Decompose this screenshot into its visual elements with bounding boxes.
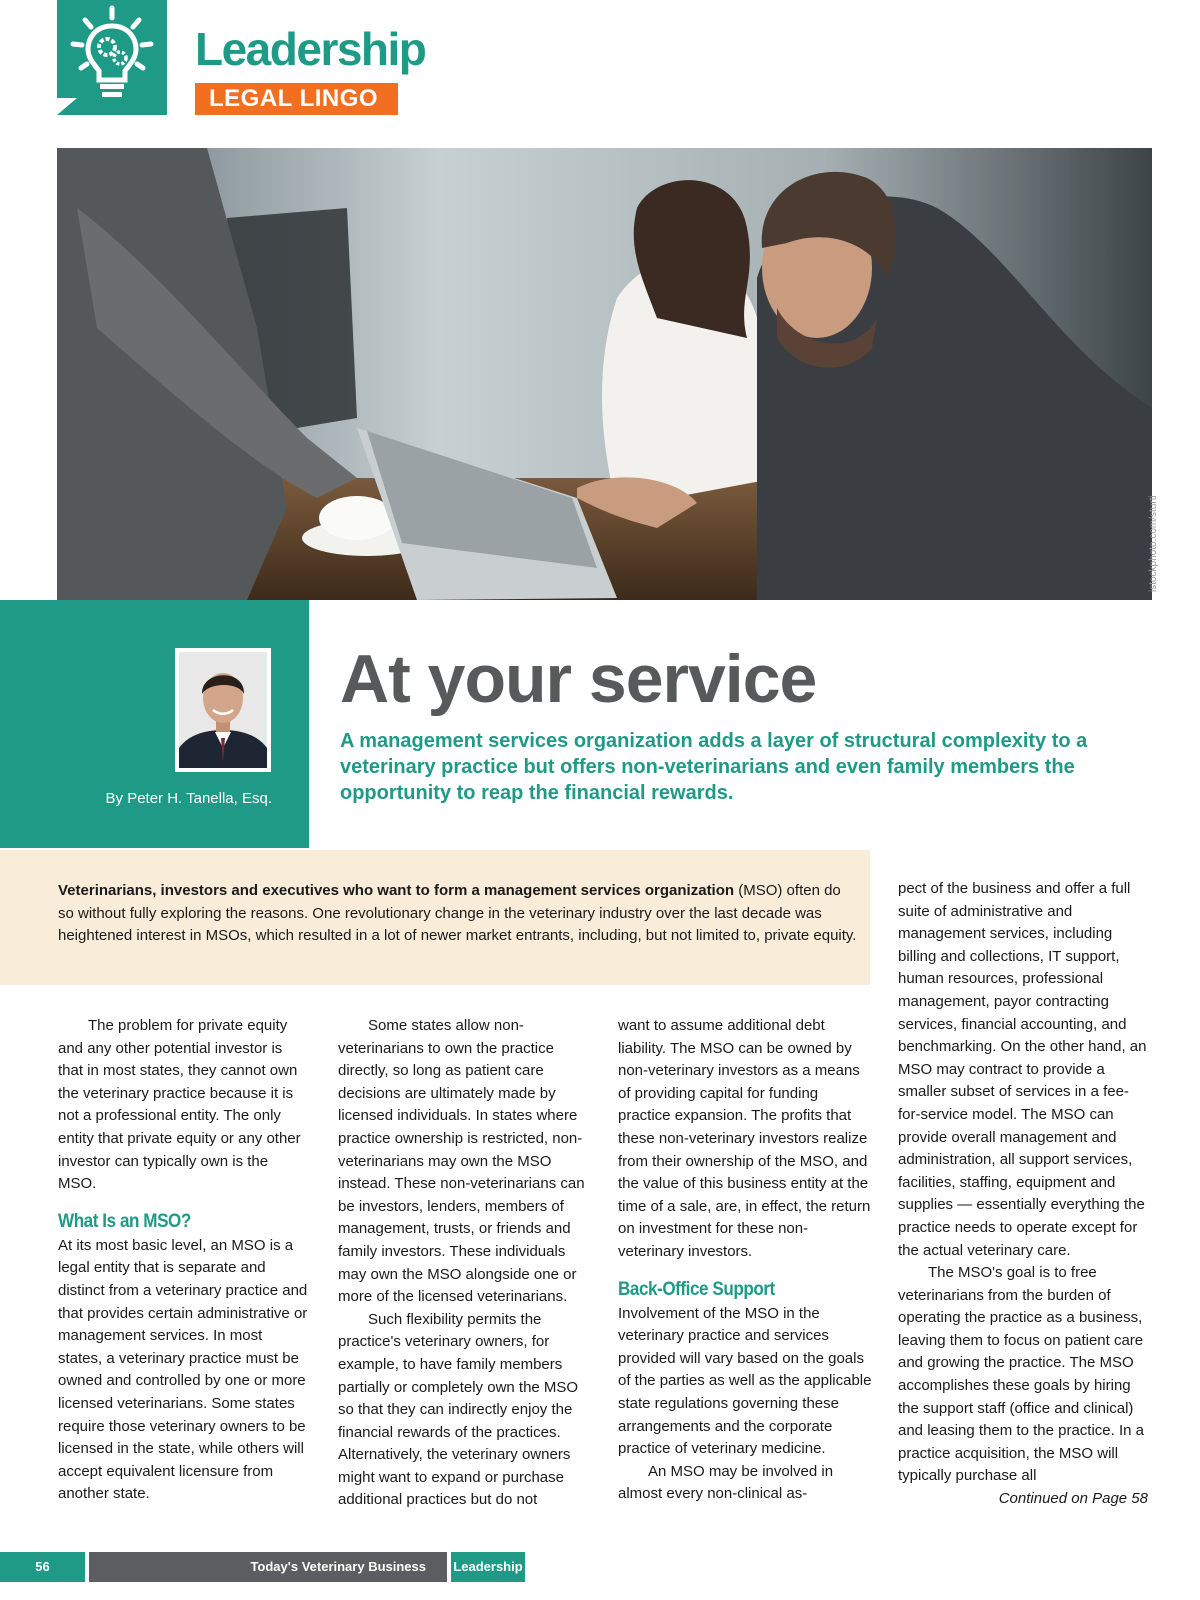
body-paragraph: pect of the business and offer a full suite of administrative and management services, including billing and collections, IT support, human resources, professional management, payor contracting services, financial accounting, and benchmarking. On the other hand, an MSO may contract to provide a smaller subset of services in a fee-for-service model. The MSO can provide overall management and administration, all support services, facilities, staffing, equipment and supplies — essentially everything the practice needs to operate except for the actual veterinary care.	[898, 880, 1147, 1259]
body-paragraph: Involvement of the MSO in the veterinary practice and services provided will vary based on the goals of the parties as well as the applicable state regulations governing these arrangements and the corporate practice of veterinary medicine.	[618, 1304, 872, 1458]
body-paragraph: The problem for private equity and any other potential investor is that in most states, they cannot own the veterinary practice because it is not a professional entity. The only entity that private equity or any other investor can typically own is the MSO.	[58, 1017, 301, 1193]
hero-photo	[57, 148, 1152, 600]
article-title: At your service	[340, 641, 817, 717]
body-column-3	[618, 1015, 872, 1506]
intro-lead-in: Veterinarians, investors and executives who want to form a management services organization	[58, 882, 735, 899]
footer-section-label: Leadership	[451, 1552, 525, 1582]
page-number: 56	[0, 1552, 85, 1582]
subheading-what-is-mso: What Is an MSO?	[58, 1210, 191, 1232]
continued-link[interactable]: Continued on Page 58	[998, 1490, 1148, 1507]
body-paragraph: At its most basic level, an MSO is a legal entity that is separate and distinct from a veterinary practice and that provides certain administrative or management services. In most states, a veterinary practice must be owned and controlled by one or more licensed veterinarians. Some states require those veterinary owners to be licensed in the state, while others will accept equivalent licensure from another state.	[58, 1236, 308, 1503]
publication-name: Today's Veterinary Business	[89, 1552, 447, 1582]
intro-paragraph	[58, 880, 858, 948]
body-column-2	[338, 1015, 592, 1512]
body-paragraph: The MSO's goal is to free veterinarians from the burden of operating the practice as a business, leaving them to focus on patient care and growing the practice. The MSO accomplishes these goals by hiring the support staff (office and clinical) and leasing them to the practice. In a practice acquisition, the MSO will typically purchase all	[898, 1264, 1144, 1485]
section-title: Leadership	[195, 23, 426, 75]
body-column-4	[898, 878, 1148, 1488]
author-headshot	[175, 648, 271, 772]
body-paragraph: want to assume additional debt liability. The MSO can be owned by non-veterinary investors as a means of providing capital for funding practice expansion. The profits that these non-veterinary investors realize from their ownership of the MSO, and the value of this business entity at the time of a sale, are, in effect, the return on investment for these non-veterinary investors.	[618, 1017, 871, 1260]
author-byline: By Peter H. Tanella, Esq.	[105, 790, 272, 807]
logo-fold-corner	[57, 98, 77, 115]
photo-credit: istockphoto.com/sturti	[1148, 495, 1159, 592]
article-deck: A management services organization adds a layer of structural complexity to a veterinary practice but offers non-veterinarians and even family members the opportunity to reap the financial rewards.	[340, 730, 1088, 804]
body-column-1	[58, 1015, 310, 1506]
intro-body: (MSO) often do so without fully exploring the reasons. One revolutionary change in the veterinary industry over the last decade was heightened interest in MSOs, which resulted in a lot of newer market entrants, including, but not limited to, private equity.	[58, 882, 857, 944]
body-paragraph: Some states allow non-veterinarians to own the practice directly, so long as patient care decisions are ultimately made by licensed individuals. In states where practice ownership is restricted, non-veterinarians may own the MSO instead. These non-veterinarians can be investors, lenders, members of management, trusts, or friends and family investors. These individuals may own the MSO alongside one or more of the licensed veterinarians.	[338, 1017, 585, 1306]
subheading-back-office: Back-Office Support	[618, 1278, 775, 1300]
section-subtitle: LEGAL LINGO	[195, 83, 398, 115]
body-paragraph: Such flexibility permits the practice's veterinary owners, for example, to have family members partially or completely own the MSO so that they can indirectly enjoy the financial rewards of the practices. Alternatively, the veterinary owners might want to expand or purchase additional practices but do not	[338, 1310, 579, 1509]
body-paragraph: An MSO may be involved in almost every non-clinical as-	[618, 1462, 834, 1503]
